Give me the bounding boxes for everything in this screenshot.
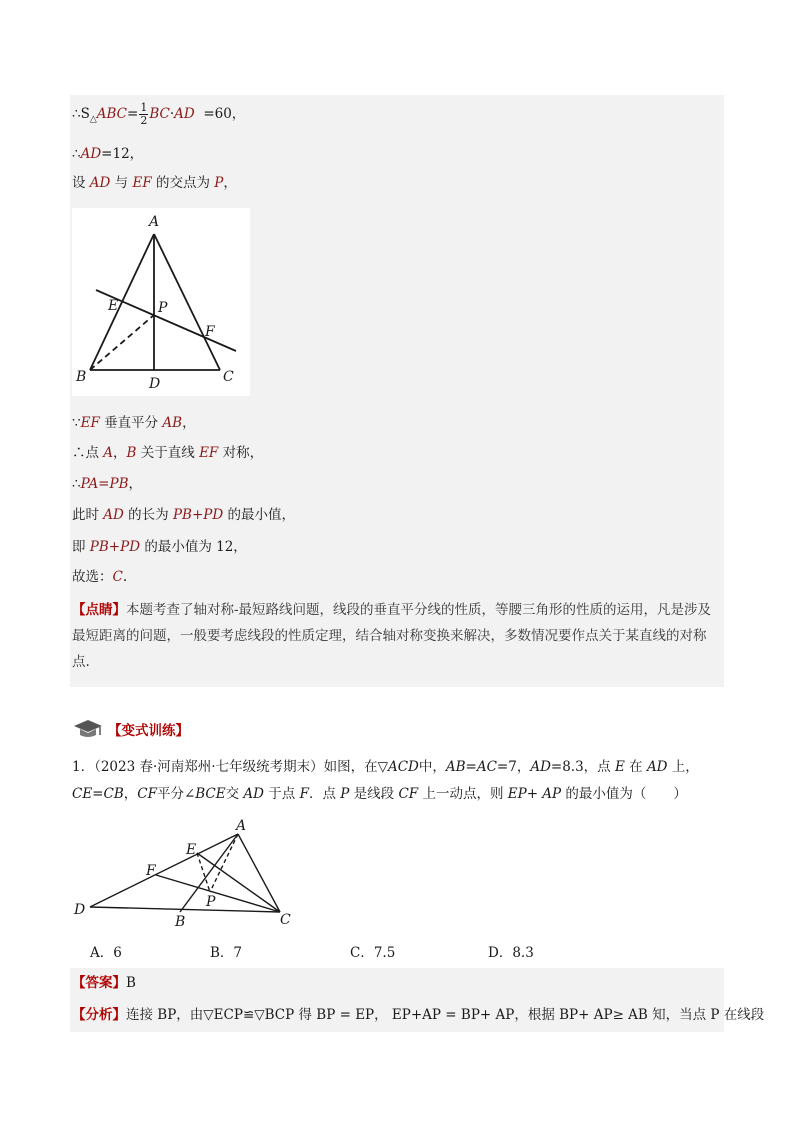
fig1-label-f: F xyxy=(205,324,215,340)
question-text: 1．（2023 春·河南郑州·七年级统考期末）如图，在▽ACD中，AB=AC=7，AD=8.3，点 E 在 AD 上，CE=CB，CF平分∠BCE交 AD 于点 F．点 P 是线段 CF 上一动点，则 EP+ AP 的最小值为（ ） xyxy=(72,759,699,802)
fig1-label-d: D xyxy=(149,376,161,392)
solution-line-ad: ∴AD=12， xyxy=(72,146,144,162)
fig2-label-c: C xyxy=(280,912,291,928)
section-heading: 【变式训练】 xyxy=(72,716,189,742)
solution-line-pa-pb: ∴PA=PB， xyxy=(72,476,143,492)
option-c: C．7.5 xyxy=(350,945,396,961)
analysis-line: 【分析】连接 BP，由▽ECP≌▽BCP 得 BP = EP， EP+AP = BP+ AP，根据 BP+ AP≥ AB 知，当点 P 在线段 xyxy=(72,1007,765,1023)
fig1-label-b: B xyxy=(76,369,87,385)
fig2-label-e: E xyxy=(186,842,197,858)
solution-line-symmetric: ∴点 A，B 关于直线 EF 对称， xyxy=(72,445,264,461)
solution-line-area: $\therefore S_\triangle ABC=$ $\frac{1}{2}$ BC·AD =60， xyxy=(72,101,246,127)
fig2-label-a: A xyxy=(236,818,247,834)
fig1-label-p: P xyxy=(158,300,168,316)
note-paragraph: 【点睛】本题考查了轴对称-最短路线问题，线段的垂直平分线的性质，等腰三角形的性质的运用，凡是涉及最短距离的问题，一般要考虑线段的性质定理，结合轴对称变换来解决，多数情况要作点关于某直线的对称点. xyxy=(72,602,712,670)
solution-line-choice: 故选：C. xyxy=(72,569,128,585)
fig1-label-e: E xyxy=(108,298,119,314)
options-row xyxy=(90,942,534,964)
option-b: B．7 xyxy=(210,945,243,961)
fraction-half: $\frac{1}{2}$ xyxy=(140,101,148,127)
fig2-label-p: P xyxy=(206,894,216,910)
solution-line-perpendicular: ∵EF 垂直平分 AB， xyxy=(72,415,196,431)
solution-line-length: 此时 AD 的长为 PB+PD 的最小值， xyxy=(72,507,295,523)
fig2-label-b: B xyxy=(175,914,186,930)
graduation-cap-icon xyxy=(72,718,104,740)
option-d: D．8.3 xyxy=(488,945,534,961)
triangle-figure-1 xyxy=(72,208,250,396)
fig1-label-c: C xyxy=(223,369,234,385)
solution-line-min: 即 PB+PD 的最小值为 12， xyxy=(72,539,247,555)
answer-line: 【答案】B xyxy=(72,975,136,991)
fig2-label-d: D xyxy=(74,902,86,918)
triangle-figure-2 xyxy=(72,818,302,930)
option-a: A．6 xyxy=(90,945,122,961)
fig1-label-a: A xyxy=(149,214,160,230)
fig2-label-f: F xyxy=(146,863,156,879)
solution-line-intersection: 设 AD 与 EF 的交点为 P， xyxy=(72,175,237,191)
